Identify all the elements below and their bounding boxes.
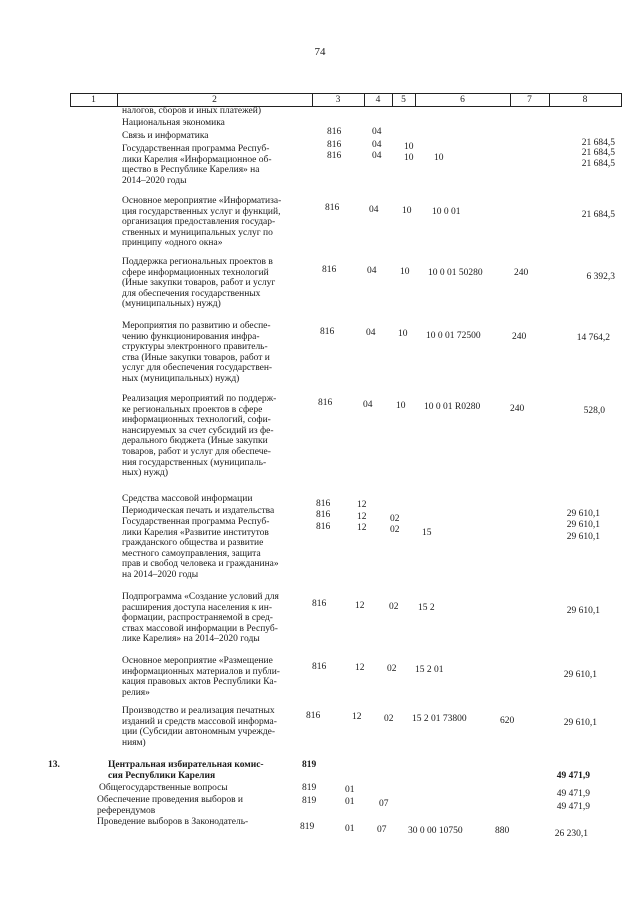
page-number: 74 (314, 46, 326, 58)
row-c5: 07 (379, 799, 389, 809)
row-name: Основное мероприятие «Размещение информационных материалов и публи- кация правовых актов Республики Ка- релия» (122, 656, 280, 698)
row-c7: 240 (512, 332, 527, 342)
row-c7: 880 (495, 826, 510, 836)
row-c8: 21 684,5 (581, 148, 615, 158)
row-c4: 04 (372, 127, 382, 137)
row-c5: 10 (404, 142, 414, 152)
row-c3: 816 (327, 140, 342, 150)
row-name: Проведение выборов в Законодатель- (97, 817, 249, 827)
row-c6: 10 (434, 153, 444, 163)
row-c7: 240 (510, 404, 525, 414)
row-name: налогов, сборов и иных платежей) (122, 106, 261, 116)
row-c3: 819 (300, 822, 315, 832)
row-c6: 15 2 01 (415, 665, 444, 675)
row-name: Основное мероприятие «Информатиза- ция государственных услуг и функций, организация предоставления государ- ственных и муниципальных услуг по принципу «одного окна» (122, 196, 282, 249)
row-c3: 816 (325, 203, 340, 213)
row-c8: 6 392,3 (586, 272, 615, 282)
row-c6: 15 (422, 528, 432, 538)
row-c6: 10 0 01 50280 (428, 268, 483, 278)
row-c8: 21 684,5 (581, 210, 615, 220)
row-c4: 04 (363, 400, 373, 410)
row-c8: 21 684,5 (581, 138, 615, 148)
row-c6: 15 2 01 73800 (412, 714, 467, 724)
header-col-6: 6 (460, 95, 465, 105)
row-c6: 15 2 (418, 603, 435, 613)
row-c3: 816 (320, 327, 335, 337)
row-c6: 10 0 01 72500 (426, 331, 481, 341)
row-c8: 29 610,1 (563, 670, 597, 680)
row-c3: 816 (327, 127, 342, 137)
row-c4: 12 (357, 512, 367, 522)
row-c5: 02 (390, 525, 400, 535)
row-name: Государственная программа Респуб- лики Карелия «Развитие институтов гражданского общества и развитие местного самоуправления, защита прав и свобод человека и гражданина» на 2014–2020 годы (122, 517, 279, 580)
row-name: Производство и реализация печатных изданий и средств массовой информа- ции (Субсидии автономным учрежде- ниям) (122, 706, 277, 748)
row-c8: 29 610,1 (563, 718, 597, 728)
row-name: Связь и информатика (122, 131, 209, 141)
row-c6: 10 0 01 (432, 207, 461, 217)
row-c3: 816 (327, 151, 342, 161)
row-c4: 12 (355, 601, 365, 611)
row-c3: 816 (312, 599, 327, 609)
row-name: Периодическая печать и издательства (122, 506, 275, 516)
row-c3: 819 (302, 796, 317, 806)
row-c4: 01 (345, 797, 355, 807)
row-c3: 816 (306, 711, 321, 721)
header-col-2: 2 (212, 95, 217, 105)
row-c8: 29 610,1 (566, 509, 600, 519)
row-name: Мероприятия по развитию и обеспе- чению функционирования инфра- структуры электронного правитель- ства (Иные закупки товаров, работ и услуг для обеспечения государствен- ных (муниципальных) нужд) (122, 321, 273, 384)
row-c3: 816 (312, 662, 327, 672)
header-col-4: 4 (375, 95, 381, 105)
row-c5: 10 (404, 153, 414, 163)
row-c5: 02 (387, 664, 397, 674)
row-name: Обеспечение проведения выборов и референдумов (97, 795, 244, 816)
row-c3: 816 (316, 522, 331, 532)
row-c8: 49 471,9 (556, 802, 590, 812)
row-c4: 04 (372, 140, 382, 150)
header-col-3: 3 (335, 95, 341, 105)
header-col-5: 5 (401, 95, 406, 105)
row-name: Общегосударственные вопросы (99, 783, 228, 793)
row-name: Государственная программа Респуб- лики Карелия «Информационное об- щество в Республике Карелия» на 2014–2020 годы (122, 144, 272, 186)
row-name: Средства массовой информации (122, 494, 253, 504)
row-c8: 528,0 (583, 406, 605, 416)
row-name: Подпрограмма «Создание условий для расширения доступа населения к ин- формации, распространяемой в сред- ствах массовой информации в Респуб- лике Карелия» на 2014–2020 годы (122, 592, 279, 645)
row-c6: 30 0 00 10750 (408, 826, 463, 836)
row-c5: 10 (398, 329, 408, 339)
row-name: Реализация мероприятий по поддерж- ке региональных проектов в сфере информационных технологий, софи- нансируемых за счет субсидий из фе- дерального бюджета (Иные закупки товаров, работ и услуг для обеспече- ния государственных (муниципаль- ных) нужд) (122, 394, 277, 479)
row-name: Национальная экономика (122, 118, 225, 128)
row-c8: 14 764,2 (576, 333, 610, 343)
row-c8: 29 610,1 (566, 532, 600, 542)
row-name: Центральная избирательная комис- сия Республики Карелия (108, 760, 264, 781)
row-c8: 26 230,1 (554, 829, 588, 839)
row-index: 13. (48, 760, 60, 770)
row-c5: 02 (389, 602, 399, 612)
row-c4: 01 (345, 785, 355, 795)
row-c4: 04 (366, 328, 376, 338)
row-c4: 12 (357, 500, 367, 510)
row-c4: 04 (367, 266, 377, 276)
row-c8: 49 471,9 (556, 771, 590, 781)
row-c8: 29 610,1 (566, 520, 600, 530)
row-c8: 49 471,9 (556, 789, 590, 799)
row-c3: 816 (316, 499, 331, 509)
row-name: Поддержка региональных проектов в сфере информационных технологий (Иные закупки товаров, работ и услуг для обеспечения государственных (муниципальных) нужд) (122, 257, 276, 310)
row-c4: 12 (352, 712, 362, 722)
row-c5: 10 (402, 206, 412, 216)
row-c7: 620 (500, 716, 515, 726)
row-c5: 02 (390, 514, 400, 524)
row-c3: 819 (302, 760, 317, 770)
row-c6: 10 0 01 R0280 (424, 402, 481, 412)
header-col-7: 7 (527, 95, 532, 105)
row-c4: 12 (355, 663, 365, 673)
row-c4: 01 (345, 824, 355, 834)
row-c8: 29 610,1 (566, 606, 600, 616)
row-c7: 240 (514, 268, 529, 278)
row-c5: 10 (400, 267, 410, 277)
header-divider (621, 93, 622, 107)
row-c5: 07 (377, 825, 387, 835)
row-c4: 04 (372, 151, 382, 161)
header-col-8: 8 (582, 95, 588, 105)
row-c3: 816 (318, 398, 333, 408)
row-c5: 10 (396, 401, 406, 411)
row-c3: 816 (316, 510, 331, 520)
header-col-1: 1 (91, 95, 96, 105)
row-c3: 819 (302, 783, 317, 793)
row-c4: 04 (369, 205, 379, 215)
row-c4: 12 (357, 523, 367, 533)
row-c5: 02 (384, 714, 394, 724)
header-top-rule (70, 93, 622, 94)
row-c8: 21 684,5 (581, 159, 615, 169)
row-c3: 816 (322, 265, 337, 275)
